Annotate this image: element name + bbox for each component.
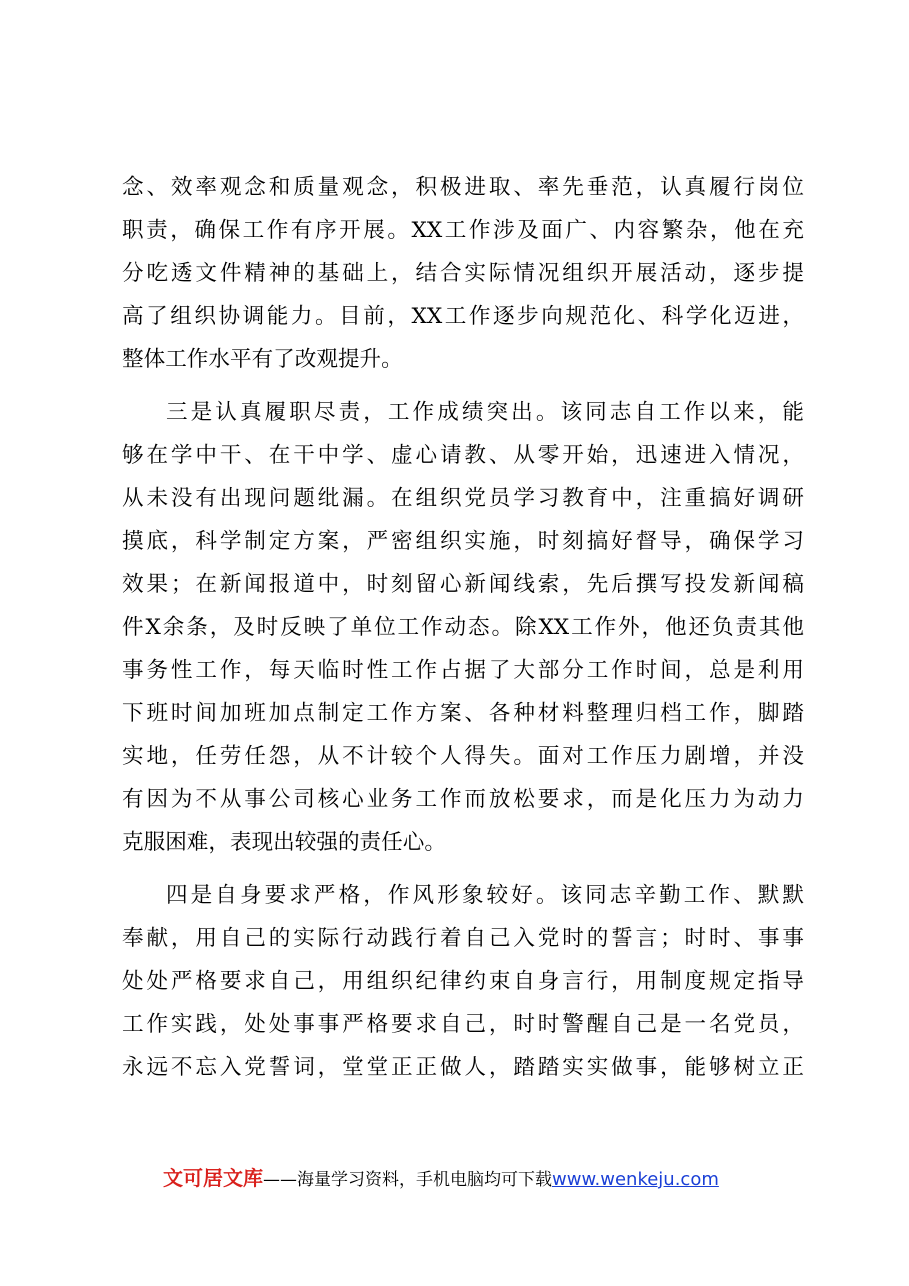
- document-body: [122, 166, 804, 1089]
- paragraph-1: [122, 166, 804, 381]
- text-line: 事务性工作，每天临时性工作占据了大部分工作时间，总是利用: [122, 658, 804, 683]
- text-line: 高了组织协调能力。目前，XX工作逐步向规范化、科学化迈进，: [122, 304, 804, 329]
- text-line: 有因为不从事公司核心业务工作而放松要求，而是化压力为动力: [122, 787, 804, 812]
- text-line: 实地，任劳任怨，从不计较个人得失。面对工作压力剧增，并没: [122, 744, 804, 769]
- text-line: 念、效率观念和质量观念，积极进取、率先垂范，认真履行岗位: [122, 175, 804, 200]
- text-line: 整体工作水平有了改观提升。: [122, 347, 403, 372]
- paragraph-spacer: [122, 864, 804, 874]
- text-line: 从未没有出现问题纰漏。在组织党员学习教育中，注重搞好调研: [122, 486, 804, 511]
- text-line: 下班时间加班加点制定工作方案、各种材料整理归档工作，脚踏: [122, 701, 804, 726]
- text-line: 效果；在新闻报道中，时刻留心新闻线索，先后撰写投发新闻稿: [122, 572, 804, 597]
- text-line: 处处严格要求自己，用组织纪律约束自身言行，用制度规定指导: [122, 969, 804, 994]
- text-line: 四是自身要求严格，作风形象较好。该同志辛勤工作、默默: [166, 883, 804, 908]
- text-line: 工作实践，处处事事严格要求自己，时时警醒自己是一名党员，: [122, 1012, 804, 1037]
- text-line: 职责，确保工作有序开展。XX工作涉及面广、内容繁杂，他在充: [122, 218, 804, 243]
- paragraph-spacer: [122, 381, 804, 391]
- paragraph-3: [122, 874, 804, 1089]
- text-line: 够在学中干、在干中学、虚心请教、从零开始，迅速进入情况，: [122, 443, 804, 468]
- footer-website-link[interactable]: www.wenkeju.com: [552, 1169, 719, 1190]
- text-line: 件X余条，及时反映了单位工作动态。除XX工作外，他还负责其他: [122, 615, 804, 640]
- text-line: 摸底，科学制定方案，严密组织实施，时刻搞好督导，确保学习: [122, 529, 804, 554]
- text-line: 永远不忘入党誓词，堂堂正正做人，踏踏实实做事，能够树立正: [122, 1055, 804, 1080]
- footer-tagline: ——海量学习资料，手机电脑均可下载: [263, 1170, 552, 1190]
- text-line: 克服困难，表现出较强的责任心。: [122, 830, 446, 855]
- text-line: 分吃透文件精神的基础上，结合实际情况组织开展活动，逐步提: [122, 261, 804, 286]
- paragraph-2: [122, 391, 804, 864]
- text-line: 三是认真履职尽责，工作成绩突出。该同志自工作以来，能: [166, 400, 804, 425]
- text-line: 奉献，用自己的实际行动践行着自己入党时的誓言；时时、事事: [122, 926, 804, 951]
- footer-brand-name: 文可居文库: [163, 1166, 263, 1190]
- page-footer: [163, 1162, 719, 1194]
